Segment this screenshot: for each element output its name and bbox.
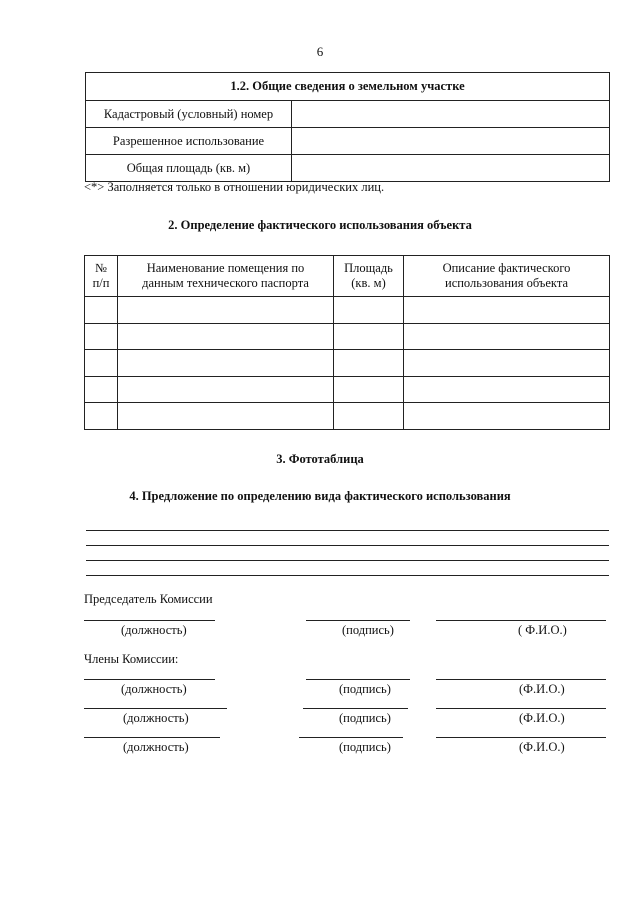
member-position-caption: (должность) (123, 711, 189, 725)
proposal-line[interactable] (86, 545, 609, 546)
member-signature-line[interactable] (303, 708, 408, 709)
member-signature-caption: (подпись) (339, 740, 391, 754)
chairman-position-caption: (должность) (121, 623, 187, 637)
chairman-label: Председатель Комиссии (84, 592, 213, 606)
member-name-line[interactable] (436, 737, 606, 738)
table-cell[interactable] (118, 323, 334, 350)
table-cell[interactable] (118, 297, 334, 324)
photo-section-title: 3. Фототаблица (276, 452, 364, 466)
table-cell[interactable] (85, 376, 118, 403)
land-section-title: 1.2. Общие сведения о земельном участке (86, 73, 610, 101)
table-row (85, 323, 610, 350)
table-cell[interactable] (334, 403, 404, 430)
proposal-line[interactable] (86, 530, 609, 531)
member-signature-caption: (подпись) (339, 682, 391, 696)
table-cell[interactable] (85, 297, 118, 324)
member-position-line[interactable] (84, 708, 227, 709)
member-position-caption: (должность) (121, 682, 187, 696)
table-cell[interactable] (334, 323, 404, 350)
table-cell[interactable] (404, 350, 610, 377)
chairman-signature-caption: (подпись) (342, 623, 394, 637)
usage-table (84, 255, 610, 430)
table-cell[interactable] (404, 376, 610, 403)
member-signature-line[interactable] (299, 737, 403, 738)
table-cell[interactable] (334, 297, 404, 324)
table-cell[interactable] (334, 376, 404, 403)
chairman-signature-line[interactable] (306, 620, 410, 621)
members-label: Члены Комиссии: (84, 652, 179, 666)
table-cell[interactable] (118, 403, 334, 430)
member-position-line[interactable] (84, 679, 215, 680)
table-row (85, 376, 610, 403)
chairman-name-caption: ( Ф.И.О.) (518, 623, 567, 637)
table-cell[interactable] (404, 323, 610, 350)
proposal-line[interactable] (86, 560, 609, 561)
total-area-label: Общая площадь (кв. м) (86, 155, 292, 182)
member-name-line[interactable] (436, 679, 606, 680)
table-cell[interactable] (404, 403, 610, 430)
member-name-line[interactable] (436, 708, 606, 709)
member-name-caption: (Ф.И.О.) (519, 740, 565, 754)
table-row (85, 403, 610, 430)
table-cell[interactable] (85, 403, 118, 430)
member-signature-caption: (подпись) (339, 711, 391, 725)
land-info-table (85, 72, 610, 182)
proposal-line[interactable] (86, 575, 609, 576)
table-cell[interactable] (404, 297, 610, 324)
proposal-section-title: 4. Предложение по определению вида фактического использования (129, 489, 511, 503)
member-position-line[interactable] (84, 737, 220, 738)
member-name-caption: (Ф.И.О.) (519, 682, 565, 696)
table-cell[interactable] (118, 376, 334, 403)
table-cell[interactable] (118, 350, 334, 377)
member-position-caption: (должность) (123, 740, 189, 754)
member-name-caption: (Ф.И.О.) (519, 711, 565, 725)
cadastral-number-field[interactable] (292, 101, 610, 128)
col-header-area: Площадь (кв. м) (334, 256, 404, 297)
chairman-name-line[interactable] (436, 620, 606, 621)
table-cell[interactable] (85, 350, 118, 377)
permitted-use-label: Разрешенное использование (86, 128, 292, 155)
total-area-field[interactable] (292, 155, 610, 182)
footnote: <*> Заполняется только в отношении юридических лиц. (84, 180, 385, 194)
table-row (85, 297, 610, 324)
page-number: 6 (316, 44, 324, 59)
table-cell[interactable] (85, 323, 118, 350)
col-header-description: Описание фактического использования объекта (404, 256, 610, 297)
member-signature-line[interactable] (306, 679, 410, 680)
col-header-number: № п/п (85, 256, 118, 297)
permitted-use-field[interactable] (292, 128, 610, 155)
cadastral-number-label: Кадастровый (условный) номер (86, 101, 292, 128)
chairman-position-line[interactable] (84, 620, 215, 621)
table-cell[interactable] (334, 350, 404, 377)
col-header-room-name: Наименование помещения по данным технического паспорта (118, 256, 334, 297)
usage-section-title: 2. Определение фактического использования объекта (168, 218, 472, 232)
table-row (85, 350, 610, 377)
